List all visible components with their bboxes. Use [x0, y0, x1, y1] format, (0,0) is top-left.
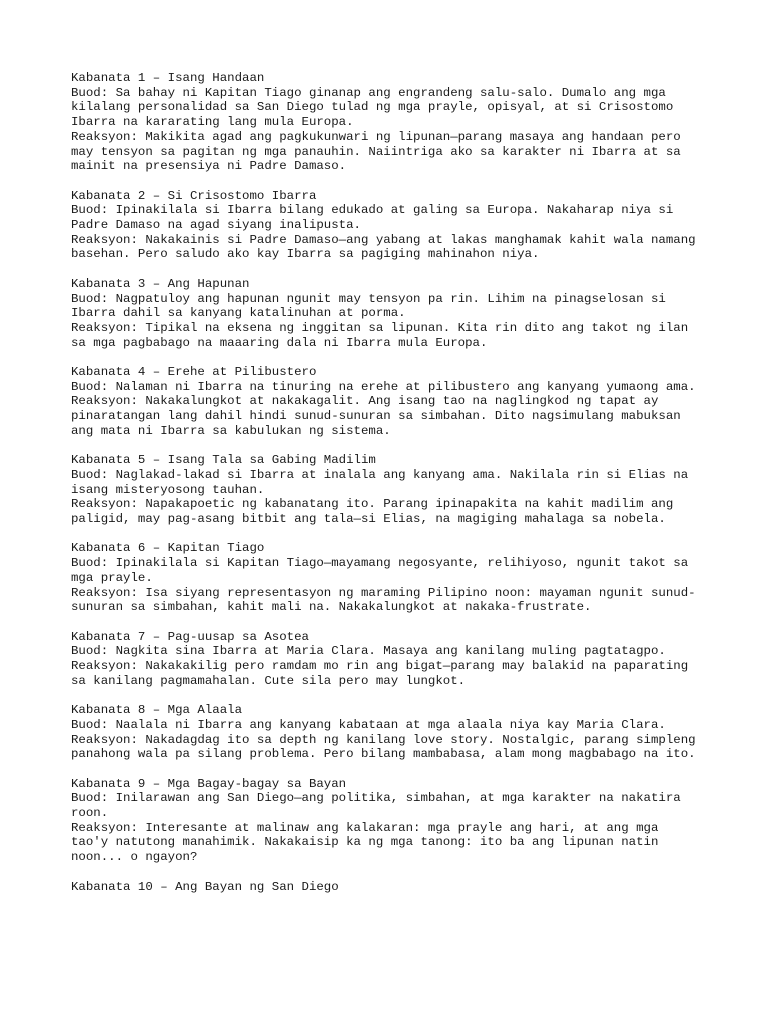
chapter-buod: Buod: Ipinakilala si Kapitan Tiago—mayamang negosyante, relihiyoso, ngunit takot sa mga prayle. [71, 556, 696, 585]
chapter-5 [71, 453, 703, 527]
chapter-9 [71, 777, 703, 865]
chapter-reaksyon: Reaksyon: Nakakakilig pero ramdam mo rin ang bigat—parang may balakid na paparating sa kanilang pagmamahalan. Cute sila pero may lungkot. [71, 659, 696, 688]
chapter-reaksyon: Reaksyon: Makikita agad ang pagkukunwari ng lipunan—parang masaya ang handaan pero may tensyon sa pagitan ng mga panauhin. Naiintriga ako sa karakter ni Ibarra at sa mainit na presensiya ni Padre Damaso. [71, 129, 689, 174]
chapter-reaksyon: Reaksyon: Nakadagdag ito sa depth ng kanilang love story. Nostalgic, parang simpleng panahong wala pa silang problema. Pero bilang mambabasa, alam mong magbabago na ito. [71, 732, 704, 762]
chapter-reaksyon: Reaksyon: Nakakainis si Padre Damaso—ang yabang at lakas manghamak kahit wala namang basehan. Pero saludo ako kay Ibarra sa pagiging mahinahon niya. [71, 232, 704, 262]
chapter-heading: Kabanata 5 – Isang Tala sa Gabing Madilim [71, 453, 376, 468]
chapter-8 [71, 703, 703, 762]
chapter-reaksyon: Reaksyon: Nakakalungkot at nakakagalit. Ang isang tao na naglingkod ng tapat ay pinaratangan lang dahil hindi sunud-sunuran sa simbahan. Dito nagsimulang mabuksan ang mata ni Ibarra sa kabulukan ng sistema. [71, 394, 689, 438]
chapter-buod: Buod: Sa bahay ni Kapitan Tiago ginanap ang engrandeng salu-salo. Dumalo ang mga kilalang personalidad sa San Diego tulad ng mga prayle, opisyal, at si Crisostomo Ibarra na kararating lang mula Europa. [71, 85, 681, 130]
chapter-1 [71, 71, 703, 174]
chapter-heading: Kabanata 9 – Mga Bagay-bagay sa Bayan [71, 776, 347, 791]
chapter-10 [71, 880, 703, 895]
chapter-heading: Kabanata 2 – Si Crisostomo Ibarra [71, 188, 317, 203]
chapter-reaksyon: Reaksyon: Napakapoetic ng kabanatang ito. Parang ipinapakita na kahit madilim ang paligid, may pag-asang bitbit ang tala—si Elias, na magiging mahalaga sa nobela. [71, 497, 681, 527]
chapter-heading: Kabanata 1 – Isang Handaan [71, 71, 265, 85]
document-page [71, 71, 703, 909]
chapter-heading: Kabanata 7 – Pag-uusap sa Asotea [71, 629, 309, 644]
chapter-buod: Buod: Naalala ni Ibarra ang kanyang kabataan at mga alaala niya kay Maria Clara. [71, 717, 666, 732]
chapter-buod: Buod: Nagkita sina Ibarra at Maria Clara. Masaya ang kanilang muling pagtatagpo. [71, 644, 666, 659]
chapter-reaksyon: Reaksyon: Isa siyang representasyon ng maraming Pilipino noon: mayaman ngunit sunud-sunuran sa simbahan, kahit mali na. Nakakalungkot at nakaka-frustrate. [71, 585, 696, 615]
chapter-7 [71, 630, 703, 689]
chapter-reaksyon: Reaksyon: Tipikal na eksena ng inggitan sa lipunan. Kita rin dito ang takot ng ilan sa mga pagbabago na maaaring dala ni Ibarra mula Europa. [71, 320, 696, 350]
chapter-heading: Kabanata 3 – Ang Hapunan [71, 276, 250, 291]
chapter-heading: Kabanata 4 – Erehe at Pilibustero [71, 365, 317, 380]
chapter-heading: Kabanata 6 – Kapitan Tiago [71, 541, 265, 556]
chapter-buod: Buod: Ipinakilala si Ibarra bilang edukado at galing sa Europa. Nakaharap niya si Padre Damaso na agad siyang inalipusta. [71, 203, 681, 233]
chapter-2 [71, 189, 703, 263]
chapter-buod: Buod: Nalaman ni Ibarra na tinuring na erehe at pilibustero ang kanyang yumaong ama. [71, 379, 696, 394]
chapter-4 [71, 365, 703, 439]
chapter-buod: Buod: Nagpatuloy ang hapunan ngunit may tensyon pa rin. Lihim na pinagselosan si Ibarra dahil sa kanyang katalinuhan at porma. [71, 291, 674, 321]
chapter-3 [71, 277, 703, 351]
chapter-heading: Kabanata 8 – Mga Alaala [71, 703, 243, 718]
chapter-buod: Buod: Naglakad-lakad si Ibarra at inalala ang kanyang ama. Nakilala rin si Elias na isang misteryosong tauhan. [71, 467, 696, 497]
chapter-reaksyon: Reaksyon: Interesante at malinaw ang kalakaran: mga prayle ang hari, at ang mga tao'y natutong manahimik. Nakakaisip ka ng mga tanong: ito ba ang lipunan natin noon... o ngayon? [71, 820, 666, 865]
chapter-heading: Kabanata 10 – Ang Bayan ng San Diego [71, 879, 339, 894]
chapter-buod: Buod: Inilarawan ang San Diego—ang politika, simbahan, at mga karakter na nakatira roon. [71, 791, 689, 821]
chapter-6 [71, 541, 703, 615]
